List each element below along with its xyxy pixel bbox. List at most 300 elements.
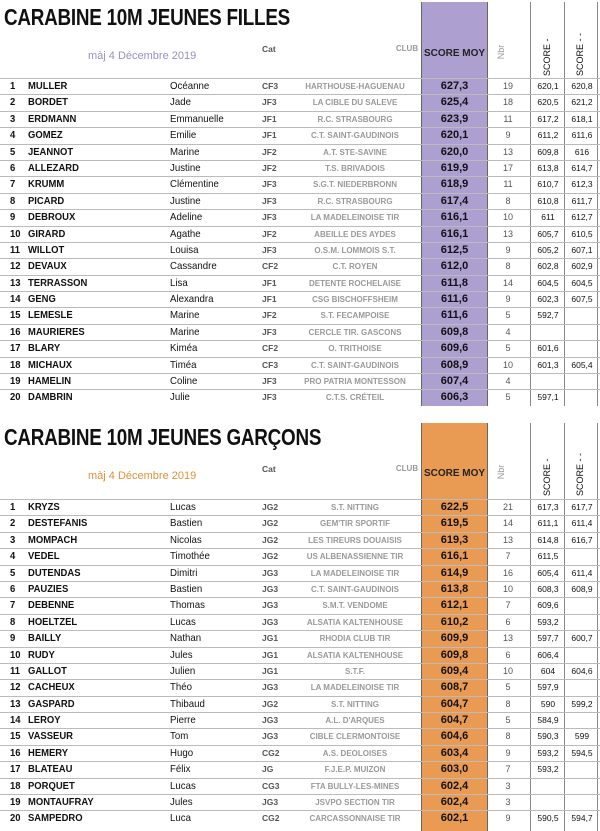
score-minus-cell: 593,2 — [537, 747, 559, 758]
count-cell: 11 — [503, 113, 513, 124]
score-minus-cell: 611,5 — [537, 551, 559, 562]
category-cell: CF3 — [262, 81, 279, 91]
girls-ranking-section — [0, 0, 600, 410]
score-minus-minus-cell: 599 — [574, 731, 590, 742]
last-name-cell: BLARY — [28, 342, 61, 355]
last-name-cell: GOMEZ — [28, 129, 63, 142]
table-row — [0, 111, 600, 127]
score-cell: 603,4 — [440, 746, 469, 759]
header-score-minus: SCORE - — [542, 38, 552, 76]
score-minus-minus-cell: 611,7 — [571, 195, 593, 206]
first-name-cell: Marine — [170, 309, 200, 322]
rank-cell: 18 — [10, 779, 21, 792]
header-nbr: Nbr — [496, 464, 506, 480]
last-name-cell: DAMBRIN — [28, 391, 73, 404]
table-row — [0, 515, 600, 531]
score-cell: 614,9 — [440, 566, 469, 579]
club-cell: JSVPO SECTION TIR — [315, 798, 395, 808]
header-score-minus-minus: SCORE - - — [575, 32, 585, 76]
category-cell: CG2 — [262, 813, 280, 824]
first-name-cell: Dimitri — [170, 566, 198, 579]
first-name-cell: Félix — [170, 763, 191, 776]
club-cell: C.T.S. CRÉTEIL — [325, 393, 385, 403]
category-cell: JF2 — [262, 310, 277, 321]
score-cell: 611,6 — [441, 309, 468, 322]
header-club: CLUB — [395, 464, 419, 473]
count-cell: 5 — [505, 715, 511, 726]
score-cell: 622,5 — [440, 501, 469, 513]
rank-cell: 20 — [10, 391, 21, 404]
rank-cell: 4 — [10, 550, 16, 563]
table-row — [0, 176, 600, 192]
table-row — [0, 258, 600, 274]
rank-cell: 15 — [10, 730, 21, 743]
score-minus-minus-cell: 621,2 — [571, 97, 593, 108]
score-minus-cell: 604 — [540, 665, 556, 676]
first-name-cell: Timothée — [170, 550, 210, 563]
first-name-cell: Nathan — [170, 632, 202, 645]
count-cell: 4 — [505, 326, 511, 337]
first-name-cell: Emmanuelle — [170, 112, 224, 125]
first-name-cell: Lucas — [170, 779, 196, 792]
count-cell: 9 — [505, 130, 511, 141]
table-row — [0, 275, 600, 291]
rank-cell: 2 — [10, 96, 16, 109]
first-name-cell: Clémentine — [170, 178, 219, 191]
table-row — [0, 581, 600, 597]
score-minus-cell: 608,3 — [537, 583, 559, 594]
score-cell: 609,4 — [440, 664, 469, 677]
table-row — [0, 614, 600, 630]
score-minus-minus-cell: 602,9 — [571, 261, 593, 272]
club-cell: LA MADELEINOISE TIR — [310, 568, 400, 578]
table-row — [0, 389, 600, 405]
last-name-cell: LEROY — [28, 714, 61, 727]
score-minus-cell: 593,2 — [537, 616, 559, 627]
last-name-cell: DUTENDAS — [28, 566, 81, 579]
club-cell: O. TRITHOISE — [328, 344, 382, 354]
score-cell: 606,3 — [440, 391, 469, 404]
table-row — [0, 307, 600, 323]
rank-cell: 4 — [10, 129, 16, 142]
club-cell: CERCLE TIR. GASCONS — [308, 327, 402, 337]
score-minus-cell: 614,8 — [537, 534, 559, 545]
rank-cell: 14 — [10, 714, 21, 727]
update-date: màj 4 Décembre 2019 — [88, 50, 197, 62]
score-cell: 620,0 — [440, 145, 469, 158]
table-row — [0, 226, 600, 242]
table-row — [0, 209, 600, 225]
score-cell: 619,5 — [440, 517, 469, 530]
page-title: CARABINE 10M JEUNES FILLES — [4, 4, 290, 30]
category-cell: JG3 — [262, 731, 279, 742]
score-minus-minus-cell: 612,3 — [571, 179, 593, 190]
score-cell: 609,9 — [440, 632, 469, 645]
score-minus-cell: 609,6 — [537, 600, 559, 611]
table-row — [0, 663, 600, 679]
count-cell: 7 — [505, 600, 511, 611]
rank-cell: 1 — [10, 80, 16, 92]
table-row — [0, 532, 600, 548]
club-cell: R.C. STRASBOURG — [317, 114, 393, 124]
rank-cell: 11 — [10, 664, 20, 677]
score-minus-cell: 611 — [541, 212, 555, 223]
score-minus-cell: 597,9 — [537, 682, 559, 693]
score-cell: 613,8 — [440, 582, 469, 595]
last-name-cell: MULLER — [28, 80, 68, 92]
score-minus-cell: 597,7 — [537, 633, 559, 644]
rank-cell: 3 — [10, 112, 16, 125]
score-cell: 610,2 — [440, 615, 469, 628]
first-name-cell: Tom — [170, 730, 189, 743]
club-cell: C.T. SAINT-GAUDINOIS — [310, 131, 399, 141]
club-cell: PRO PATRIA MONTESSON — [304, 377, 406, 387]
score-cell: 618,9 — [440, 178, 469, 191]
table-row — [0, 712, 600, 728]
club-cell: A.T. STE-SAVINE — [323, 147, 387, 157]
table-row — [0, 548, 600, 564]
table-row — [0, 761, 600, 777]
club-cell: LA MADELEINOISE TIR — [310, 683, 400, 693]
score-cell: 611,6 — [441, 293, 468, 306]
last-name-cell: PORQUET — [28, 779, 75, 792]
first-name-cell: Adeline — [170, 211, 203, 224]
last-name-cell: BAILLY — [28, 632, 62, 645]
score-minus-minus-cell: 608,9 — [571, 583, 593, 594]
category-cell: JG1 — [262, 649, 279, 660]
score-cell: 627,3 — [440, 80, 469, 92]
first-name-cell: Jules — [170, 648, 193, 661]
score-cell: 602,4 — [440, 796, 469, 809]
category-cell: JG3 — [262, 715, 279, 726]
category-cell: JF1 — [262, 294, 277, 305]
category-cell: JF3 — [262, 97, 277, 108]
score-cell: 604,7 — [440, 714, 469, 727]
first-name-cell: Lisa — [170, 276, 188, 289]
last-name-cell: BORDET — [28, 96, 68, 109]
score-minus-minus-cell: 594,5 — [571, 747, 593, 758]
score-minus-cell: 605,2 — [537, 244, 559, 255]
category-cell: JG3 — [262, 567, 279, 578]
count-cell: 13 — [502, 534, 513, 545]
table-row — [0, 144, 600, 160]
last-name-cell: GALLOT — [28, 664, 67, 677]
first-name-cell: Océanne — [170, 80, 210, 92]
count-cell: 5 — [505, 310, 511, 321]
first-name-cell: Marine — [170, 325, 200, 338]
table-row — [0, 745, 600, 761]
score-cell: 612,5 — [440, 243, 469, 256]
last-name-cell: DEBENNE — [28, 599, 75, 612]
last-name-cell: VEDEL — [28, 550, 60, 563]
count-cell: 6 — [505, 616, 511, 627]
club-cell: C.T. SAINT-GAUDINOIS — [310, 584, 399, 594]
club-cell: ABEILLE DES AYDES — [314, 229, 396, 239]
last-name-cell: GENG — [28, 293, 56, 306]
count-cell: 9 — [505, 747, 511, 758]
category-cell: CG3 — [262, 780, 280, 791]
last-name-cell: WILLOT — [28, 243, 65, 256]
table-row — [0, 647, 600, 663]
count-cell: 4 — [505, 376, 511, 387]
header-club: CLUB — [395, 44, 419, 53]
table-row — [0, 340, 600, 356]
club-cell: ALSATIA KALTENHOUSE — [306, 650, 404, 660]
score-minus-cell: 597,1 — [537, 392, 559, 403]
last-name-cell: MICHAUX — [28, 358, 73, 371]
count-cell: 13 — [502, 633, 513, 644]
rank-cell: 9 — [10, 211, 16, 224]
score-cell: 604,7 — [440, 697, 469, 710]
score-minus-minus-cell: 605,4 — [571, 359, 593, 370]
first-name-cell: Théo — [170, 681, 193, 694]
rank-cell: 17 — [10, 763, 21, 776]
category-cell: JF3 — [262, 212, 277, 223]
score-minus-cell: 602,3 — [537, 294, 559, 305]
first-name-cell: Justine — [170, 161, 201, 174]
score-minus-minus-cell: 604,6 — [571, 665, 593, 676]
table-row — [0, 679, 600, 695]
last-name-cell: PAUZIES — [28, 582, 69, 595]
club-cell: T.S. BRIVADOIS — [325, 163, 385, 173]
score-cell: 607,4 — [440, 375, 469, 388]
last-name-cell: HOELTZEL — [28, 615, 78, 628]
score-minus-cell: 611,2 — [537, 130, 559, 141]
category-cell: JG1 — [262, 665, 279, 676]
category-cell: JG — [262, 764, 274, 775]
score-minus-cell: 601,3 — [537, 359, 559, 370]
count-cell: 3 — [505, 797, 511, 808]
table-row — [0, 94, 600, 110]
first-name-cell: Emilie — [170, 129, 197, 142]
last-name-cell: GASPARD — [28, 697, 75, 710]
category-cell: JF3 — [262, 392, 277, 403]
last-name-cell: HEMERY — [28, 746, 69, 759]
count-cell: 21 — [502, 502, 513, 512]
club-cell: S.T. NITTING — [331, 699, 379, 709]
count-cell: 14 — [502, 518, 513, 529]
club-cell: O.S.M. LOMMOIS S.T. — [314, 245, 396, 255]
table-row — [0, 193, 600, 209]
count-cell: 10 — [502, 665, 513, 676]
score-cell: 616,1 — [440, 211, 469, 224]
category-cell: JF3 — [262, 195, 277, 206]
score-minus-cell: 613,8 — [537, 162, 559, 173]
score-minus-minus-cell: 616 — [574, 146, 590, 157]
first-name-cell: Julie — [170, 391, 190, 404]
ranking-table — [0, 78, 600, 406]
score-minus-cell: 609,8 — [537, 146, 559, 157]
table-row — [0, 324, 600, 340]
score-minus-minus-cell: 611,4 — [571, 567, 593, 578]
rank-cell: 3 — [10, 533, 16, 546]
score-cell: 623,9 — [440, 112, 469, 125]
first-name-cell: Pierre — [170, 714, 196, 727]
first-name-cell: Julien — [170, 664, 196, 677]
score-minus-cell: 610,8 — [537, 195, 559, 206]
score-cell: 617,4 — [440, 194, 469, 207]
table-row — [0, 499, 600, 515]
count-cell: 9 — [505, 244, 511, 255]
club-cell: S.G.T. NIEDERBRONN — [312, 180, 397, 190]
count-cell: 8 — [505, 195, 511, 206]
category-cell: JG3 — [262, 583, 279, 594]
count-cell: 9 — [505, 813, 511, 824]
last-name-cell: TERRASSON — [28, 276, 88, 289]
club-cell: C.T. SAINT-GAUDINOIS — [310, 360, 399, 370]
score-cell: 611,8 — [441, 276, 468, 289]
score-minus-cell: 593,2 — [537, 764, 559, 775]
score-minus-minus-cell: 600,7 — [571, 633, 593, 644]
count-cell: 11 — [503, 179, 513, 190]
last-name-cell: DEVAUX — [28, 260, 67, 273]
table-row — [0, 728, 600, 744]
rank-cell: 6 — [10, 582, 16, 595]
count-cell: 7 — [505, 764, 511, 775]
category-cell: JG3 — [262, 616, 279, 627]
score-minus-cell: 610,7 — [537, 179, 559, 190]
category-cell: JG3 — [262, 682, 279, 693]
score-minus-cell: 605,4 — [537, 567, 559, 578]
category-cell: JF2 — [262, 228, 277, 239]
last-name-cell: KRUMM — [28, 178, 65, 191]
count-cell: 5 — [505, 392, 511, 403]
club-cell: CARCASSONNAISE TIR — [309, 814, 401, 824]
score-minus-minus-cell: 616,7 — [571, 534, 593, 545]
score-minus-minus-cell: 604,5 — [571, 277, 593, 288]
first-name-cell: Lucas — [170, 615, 196, 628]
table-row — [0, 373, 600, 389]
rank-cell: 8 — [10, 615, 16, 628]
last-name-cell: BLATEAU — [28, 763, 73, 776]
score-minus-minus-cell: 612,7 — [571, 212, 593, 223]
category-cell: JF2 — [262, 146, 277, 157]
rank-cell: 1 — [10, 501, 16, 513]
first-name-cell: Kiméa — [170, 342, 198, 355]
table-row — [0, 630, 600, 646]
category-cell: JG2 — [262, 551, 279, 562]
score-cell: 608,9 — [440, 358, 469, 371]
club-cell: US ALBENASSIENNE TIR — [306, 552, 404, 562]
club-cell: CSG BISCHOFFSHEIM — [312, 295, 398, 305]
last-name-cell: RUDY — [28, 648, 55, 661]
score-minus-cell: 620,1 — [537, 81, 559, 91]
rank-cell: 16 — [10, 746, 21, 759]
club-cell: LES TIREURS DOUAISIS — [308, 535, 402, 545]
count-cell: 13 — [502, 228, 513, 239]
score-cell: 603,0 — [440, 763, 469, 776]
score-cell: 609,8 — [440, 648, 469, 661]
score-minus-minus-cell: 599,2 — [571, 698, 593, 709]
category-cell: CF3 — [262, 359, 279, 370]
last-name-cell: ERDMANN — [28, 112, 77, 125]
club-cell: F.J.E.P. MUIZON — [324, 765, 386, 775]
rank-cell: 13 — [10, 697, 21, 710]
score-minus-minus-cell: 614,7 — [571, 162, 593, 173]
last-name-cell: GIRARD — [28, 227, 66, 240]
count-cell: 10 — [502, 583, 513, 594]
score-minus-cell: 617,3 — [537, 502, 559, 512]
last-name-cell: MONTAUFRAY — [28, 796, 94, 809]
club-cell: S.T. FECAMPOISE — [320, 311, 390, 321]
count-cell: 5 — [505, 343, 511, 354]
rank-cell: 17 — [10, 342, 21, 355]
first-name-cell: Luca — [170, 812, 191, 825]
club-cell: ALSATIA KALTENHOUSE — [306, 617, 404, 627]
rank-cell: 7 — [10, 599, 16, 612]
last-name-cell: VASSEUR — [28, 730, 73, 743]
club-cell: RHODIA CLUB TIR — [319, 634, 391, 644]
club-cell: CIBLE CLERMONTOISE — [309, 732, 401, 742]
count-cell: 14 — [502, 277, 513, 288]
table-row — [0, 597, 600, 613]
category-cell: JF3 — [262, 376, 277, 387]
category-cell: JF1 — [262, 130, 277, 141]
count-cell: 8 — [505, 261, 511, 272]
rank-cell: 16 — [10, 325, 21, 338]
rank-cell: 6 — [10, 161, 16, 174]
score-minus-cell: 606,4 — [537, 649, 559, 660]
boys-ranking-section — [0, 420, 600, 831]
rank-cell: 13 — [10, 276, 21, 289]
rank-cell: 7 — [10, 178, 16, 191]
first-name-cell: Cassandre — [170, 260, 217, 273]
count-cell: 16 — [502, 567, 513, 578]
score-cell: 625,4 — [440, 96, 469, 109]
category-cell: JG1 — [262, 633, 279, 644]
score-minus-cell: 584,9 — [537, 715, 559, 726]
club-cell: R.C. STRASBOURG — [317, 196, 393, 206]
last-name-cell: DESTEFANIS — [28, 517, 88, 530]
rank-cell: 5 — [10, 145, 16, 158]
score-minus-minus-cell: 607,1 — [571, 244, 593, 255]
first-name-cell: Agathe — [170, 227, 201, 240]
rank-cell: 2 — [10, 517, 16, 530]
category-cell: CF2 — [262, 343, 279, 354]
table-row — [0, 696, 600, 712]
table-row — [0, 78, 600, 94]
club-cell: A.S. DEOLOISES — [322, 748, 388, 758]
score-minus-minus-cell: 617,7 — [571, 502, 593, 512]
first-name-cell: Louisa — [170, 243, 199, 256]
table-row — [0, 565, 600, 581]
category-cell: JG3 — [262, 600, 279, 611]
first-name-cell: Thibaud — [170, 697, 205, 710]
club-cell: S.M.T. VENDOME — [322, 601, 388, 611]
last-name-cell: MOMPACH — [28, 533, 78, 546]
count-cell: 9 — [505, 294, 511, 305]
club-cell: S.T.F. — [344, 666, 365, 676]
score-minus-cell: 620,5 — [537, 97, 559, 108]
score-minus-cell: 617,2 — [537, 113, 559, 124]
first-name-cell: Justine — [170, 194, 201, 207]
header-cat: Cat — [262, 464, 276, 474]
score-cell: 602,4 — [440, 779, 469, 792]
rank-cell: 12 — [10, 260, 21, 273]
score-cell: 609,6 — [440, 342, 469, 355]
header-score-minus: SCORE - — [542, 458, 552, 496]
score-cell: 619,3 — [440, 533, 469, 546]
score-cell: 608,7 — [440, 681, 469, 694]
category-cell: JG2 — [262, 502, 279, 512]
count-cell: 8 — [505, 698, 511, 709]
first-name-cell: Bastien — [170, 582, 203, 595]
rank-cell: 15 — [10, 309, 21, 322]
table-row — [0, 357, 600, 373]
category-cell: JF1 — [262, 277, 277, 288]
first-name-cell: Hugo — [170, 746, 194, 759]
club-cell: FTA BULLY-LES-MINES — [310, 781, 400, 791]
